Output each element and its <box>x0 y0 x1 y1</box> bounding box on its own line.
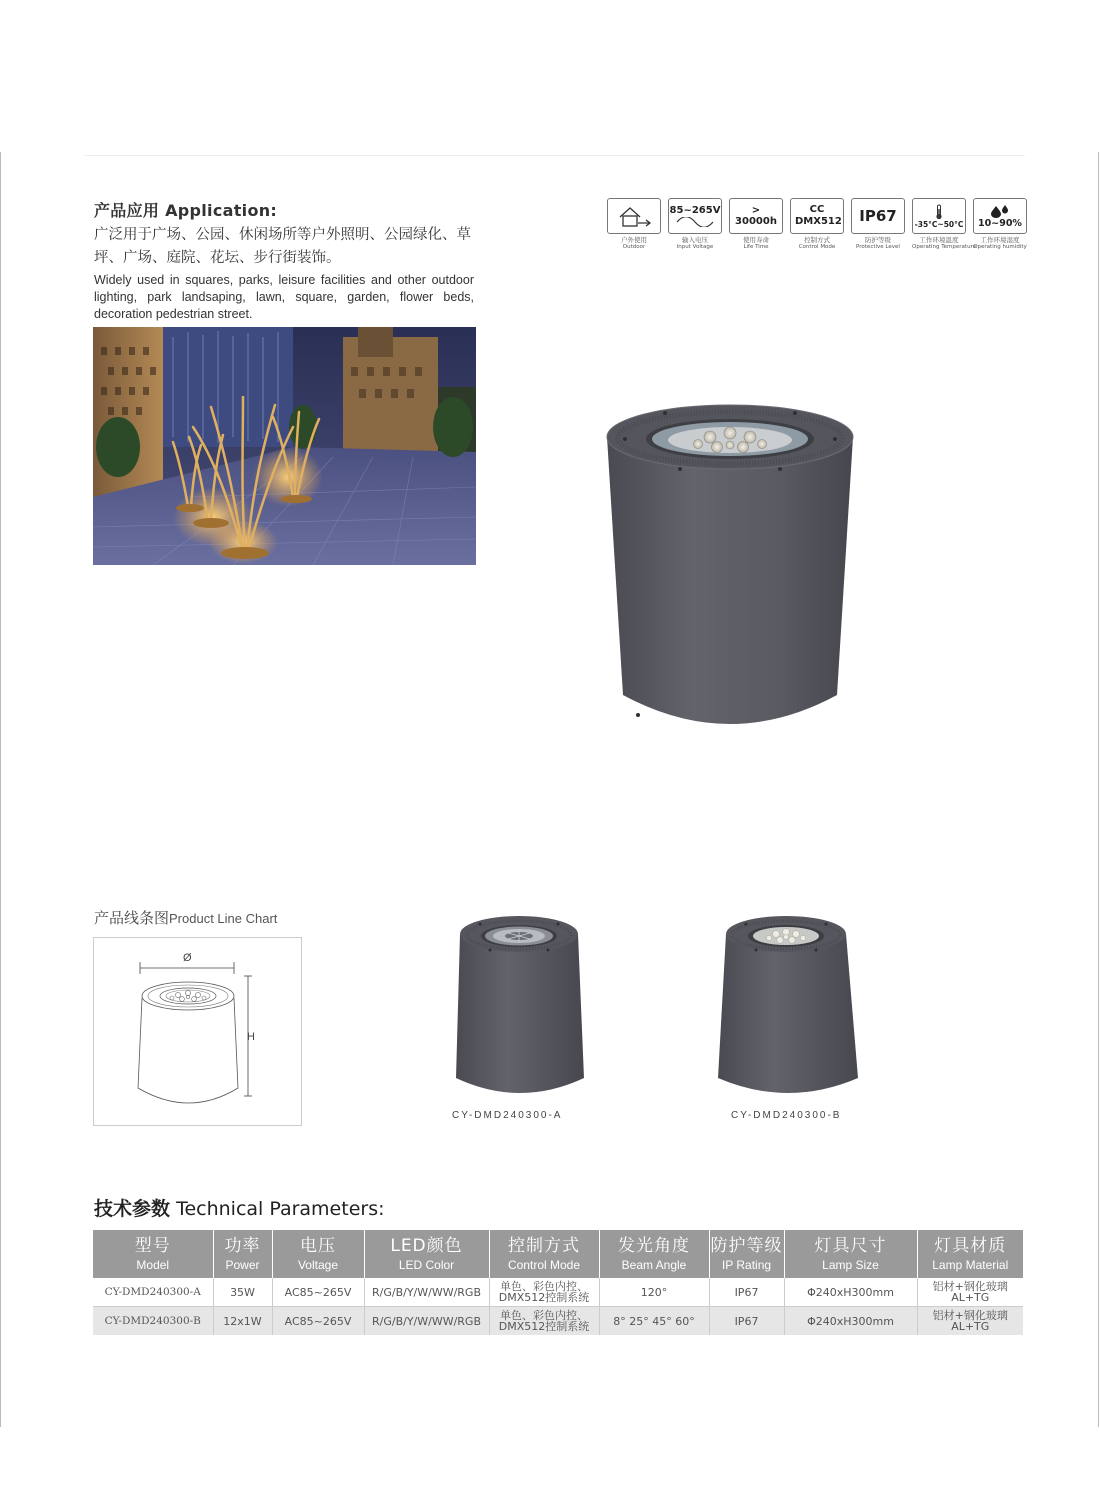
top-divider <box>85 155 1025 156</box>
spec-icons-row <box>607 198 1027 258</box>
spec-humidity <box>973 198 1027 250</box>
spec-voltage-label-cn: 输入电压 <box>682 236 708 244</box>
variant-b-image <box>712 910 862 1100</box>
cell-voltage: AC85~265V <box>272 1278 364 1307</box>
tech-params-title-en: Technical Parameters: <box>176 1198 385 1220</box>
header-model: 型号 Model <box>93 1230 213 1278</box>
application-scene-photo <box>93 327 476 565</box>
spec-temperature <box>912 198 977 250</box>
cell-power: 35W <box>213 1278 272 1307</box>
spec-humidity-label-cn: 工作环境湿度 <box>980 236 1020 244</box>
spec-outdoor <box>607 198 661 250</box>
cell-ip-rating: IP67 <box>709 1278 784 1307</box>
table-row <box>93 1278 1023 1307</box>
spec-lifetime <box>729 198 783 250</box>
cell-lamp-size: Φ240xH300mm <box>784 1278 917 1307</box>
spec-temperature-value: -35°C~50°C <box>914 219 964 229</box>
cell-voltage: AC85~265V <box>272 1307 364 1336</box>
variant-a-caption: CY-DMD240300-A <box>452 1110 563 1121</box>
header-ip-rating: 防护等级 IP Rating <box>709 1230 784 1278</box>
water-drops-icon <box>989 204 1011 218</box>
spec-temperature-label-en: Operating Temperature <box>912 244 977 250</box>
variant-a-image <box>450 908 590 1098</box>
spec-protection-label-cn: 防护等级 <box>865 236 891 244</box>
spec-humidity-value: 10~90% <box>978 217 1022 229</box>
spec-protection-value: IP67 <box>859 207 897 225</box>
cell-control-mode: 单色、彩色内控、DMX512控制系统 <box>489 1307 599 1336</box>
spec-protection-label-en: Protective Level <box>856 244 900 250</box>
application-description-cn: 广泛用于广场、公园、休闲场所等户外照明、公园绿化、草坪、广场、庭院、花坛、步行街装饰。 <box>94 227 471 266</box>
header-beam-angle: 发光角度 Beam Angle <box>599 1230 709 1278</box>
spec-lifetime-value: > 30000h <box>735 205 777 227</box>
spec-voltage-value: 85~265V <box>669 205 721 216</box>
spec-humidity-label-en: Operating humidity <box>973 244 1027 250</box>
cell-model: CY-DMD240300-A <box>93 1278 213 1307</box>
line-chart-title-cn: 产品线条图 <box>94 909 170 927</box>
cell-lamp-material: 铝材+钢化玻璃 AL+TG <box>917 1278 1023 1307</box>
spec-control-value: CC DMX512 <box>795 204 842 227</box>
application-description-en: Widely used in squares, parks, leisure facilities and other outdoor lighting, park landsaping, lawn, square, garden, flower beds, decoration pedestrian street. <box>94 273 474 321</box>
spec-voltage-label-en: Input Voltage <box>676 244 714 250</box>
spec-control-label-cn: 控制方式 <box>804 236 830 244</box>
header-led-color: LED颜色 LED Color <box>364 1230 489 1278</box>
spec-outdoor-label-cn: 户外使用 <box>621 236 647 244</box>
cell-lamp-material: 铝材+钢化玻璃 AL+TG <box>917 1307 1023 1336</box>
spec-lifetime-label-en: Life Time <box>743 244 769 250</box>
cell-power: 12x1W <box>213 1307 272 1336</box>
cell-model: CY-DMD240300-B <box>93 1307 213 1336</box>
spec-temperature-label-cn: 工作环境温度 <box>919 236 959 244</box>
spec-control <box>790 198 844 250</box>
line-chart-title <box>94 907 277 928</box>
application-heading: 产品应用 Application: <box>94 201 278 220</box>
diameter-label: Ø <box>183 952 192 964</box>
header-voltage: 电压 Voltage <box>272 1230 364 1278</box>
tech-params-title <box>94 1194 385 1221</box>
page-border-left <box>0 152 1 1427</box>
table-header-row <box>93 1230 1023 1278</box>
cell-led-color: R/G/B/Y/W/WW/RGB <box>364 1307 489 1336</box>
header-power: 功率 Power <box>213 1230 272 1278</box>
spec-outdoor-label-en: Outdoor <box>622 244 646 250</box>
cell-beam-angle: 120° <box>599 1278 709 1307</box>
header-control-mode: 控制方式 Control Mode <box>489 1230 599 1278</box>
page-border-right <box>1098 152 1099 1427</box>
house-icon <box>607 198 661 234</box>
line-chart-title-en: Product Line Chart <box>169 911 278 926</box>
table-row <box>93 1307 1023 1336</box>
spec-voltage <box>668 198 722 250</box>
cell-lamp-size: Φ240xH300mm <box>784 1307 917 1336</box>
cell-led-color: R/G/B/Y/W/WW/RGB <box>364 1278 489 1307</box>
thermometer-icon <box>934 204 944 220</box>
sine-wave-icon <box>675 217 715 227</box>
spec-lifetime-label-cn: 使用寿命 <box>743 236 769 244</box>
tech-params-table <box>93 1230 1023 1335</box>
height-label: H <box>247 1031 255 1043</box>
main-product-image <box>595 395 865 745</box>
spec-protection <box>851 198 905 250</box>
cell-ip-rating: IP67 <box>709 1307 784 1336</box>
tech-params-title-cn: 技术参数 <box>94 1198 171 1220</box>
cell-control-mode: 单色、彩色内控、DMX512控制系统 <box>489 1278 599 1307</box>
cell-beam-angle: 8° 25° 45° 60° <box>599 1307 709 1336</box>
header-lamp-size: 灯具尺寸 Lamp Size <box>784 1230 917 1278</box>
header-lamp-material: 灯具材质 Lamp Material <box>917 1230 1023 1278</box>
variant-b-caption: CY-DMD240300-B <box>731 1110 842 1121</box>
line-chart-drawing <box>93 937 302 1126</box>
spec-control-label-en: Control Mode <box>798 244 836 250</box>
